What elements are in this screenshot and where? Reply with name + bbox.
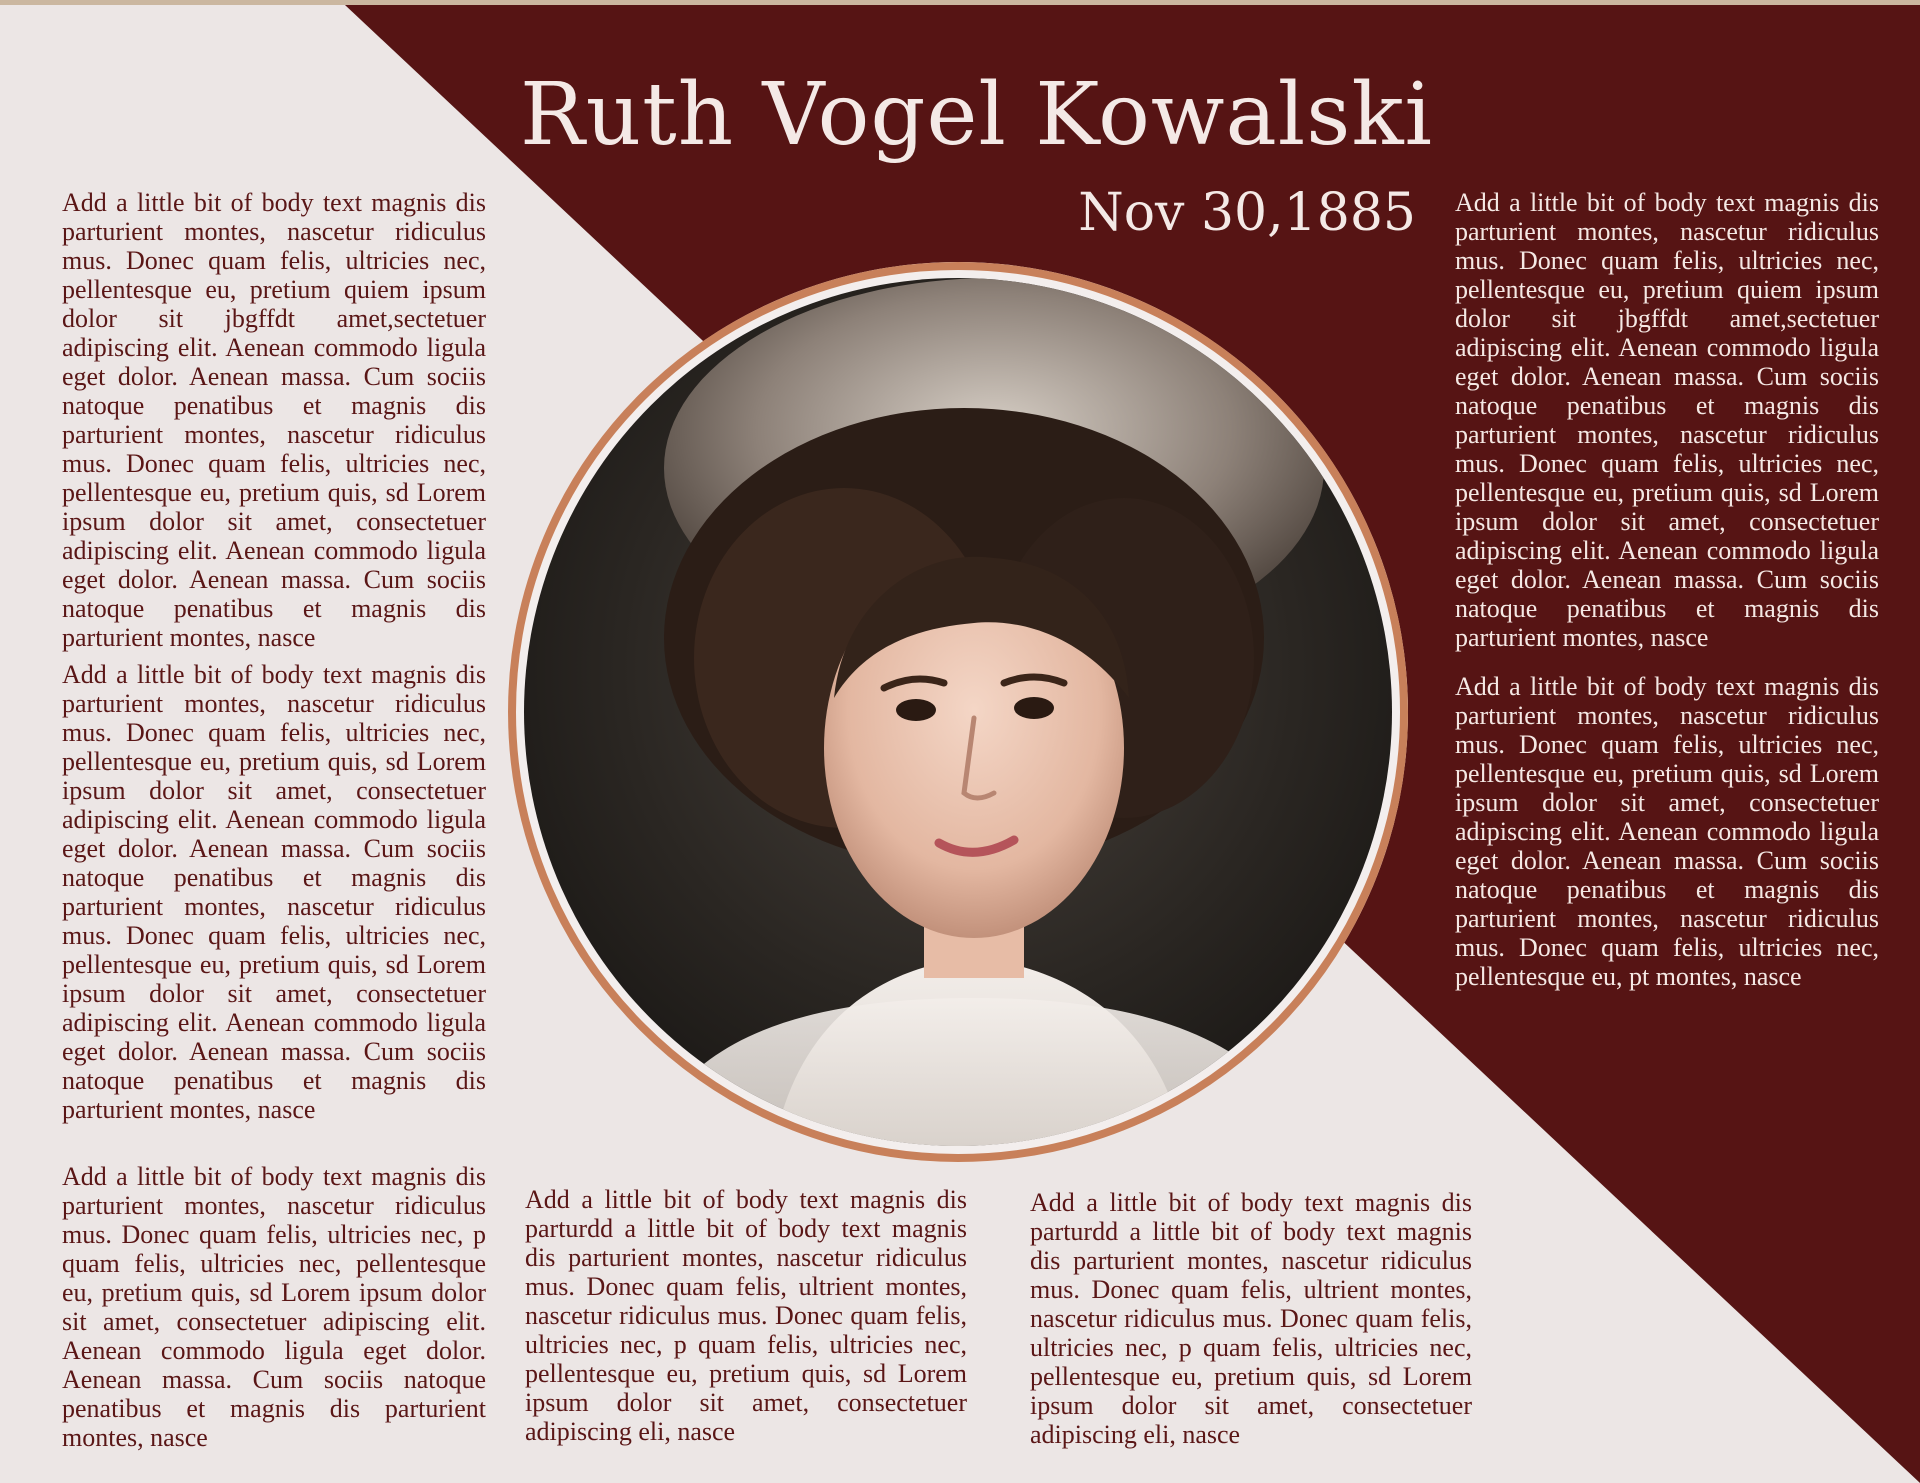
page-title: Ruth Vogel Kowalski [520,65,1434,165]
portrait-ring-border [508,262,1408,1162]
text-block-bottom-right: Add a little bit of body text magnis dis parturdd a little bit of body text magnis dis parturient montes, nascetur ridiculus mus. Donec quam felis, ultrient montes, nascetur ridiculus mus. Donec quam felis, ultricies nec, p quam felis, ultricies nec, pellentesque eu, pretium quis, sd Lorem ipsum dolor sit amet, consectetuer adipiscing eli, nasce [1030,1188,1472,1449]
text-block-right-1: Add a little bit of body text magnis dis parturient montes, nascetur ridiculus mus. Donec quam felis, ultricies nec, pellentesque eu, pretium quiem ipsum dolor sit jbgffdt amet,sectetuer adipiscing elit. Aenean commodo ligula eget dolor. Aenean massa. Cum sociis natoque penatibus et magnis dis parturient montes, nascetur ridiculus mus. Donec quam felis, ultricies nec, pellentesque eu, pretium quis, sd Lorem ipsum dolor sit amet, consectetuer adipiscing elit. Aenean commodo ligula eget dolor. Aenean massa. Cum sociis natoque penatibus et magnis dis parturient montes, nasce [1455,188,1879,652]
text-block-left-2: Add a little bit of body text magnis dis parturient montes, nascetur ridiculus mus. Donec quam felis, ultricies nec, pellentesque eu, pretium quis, sd Lorem ipsum dolor sit amet, consectetuer adipiscing elit. Aenean commodo ligula eget dolor. Aenean massa. Cum sociis natoque penatibus et magnis dis parturient montes, nascetur ridiculus mus. Donec quam felis, ultricies nec, pellentesque eu, pretium quis, sd Lorem ipsum dolor sit amet, consectetuer adipiscing elit. Aenean commodo ligula eget dolor. Aenean massa. Cum sociis natoque penatibus et magnis dis parturient montes, nasce [62,660,486,1124]
text-block-left-1: Add a little bit of body text magnis dis parturient montes, nascetur ridiculus mus. Donec quam felis, ultricies nec, pellentesque eu, pretium quiem ipsum dolor sit jbgffdt amet,sectetuer adipiscing elit. Aenean commodo ligula eget dolor. Aenean massa. Cum sociis natoque penatibus et magnis dis parturient montes, nascetur ridiculus mus. Donec quam felis, ultricies nec, pellentesque eu, pretium quis, sd Lorem ipsum dolor sit amet, consectetuer adipiscing elit. Aenean commodo ligula eget dolor. Aenean massa. Cum sociis natoque penatibus et magnis dis parturient montes, nasce [62,188,486,652]
text-block-bottom-middle: Add a little bit of body text magnis dis parturdd a little bit of body text magnis dis parturient montes, nascetur ridiculus mus. Donec quam felis, ultrient montes, nascetur ridiculus mus. Donec quam felis, ultricies nec, p quam felis, ultricies nec, pellentesque eu, pretium quis, sd Lorem ipsum dolor sit amet, consectetuer adipiscing eli, nasce [525,1185,967,1446]
text-block-right-2: Add a little bit of body text magnis dis parturient montes, nascetur ridiculus mus. Donec quam felis, ultricies nec, pellentesque eu, pretium quis, sd Lorem ipsum dolor sit amet, consectetuer adipiscing elit. Aenean commodo ligula eget dolor. Aenean massa. Cum sociis natoque penatibus et magnis dis parturient montes, nascetur ridiculus mus. Donec quam felis, ultricies nec, pellentesque eu, pt montes, nasce [1455,672,1879,991]
portrait-frame [508,262,1408,1162]
birth-date: Nov 30,1885 [1078,183,1416,243]
text-block-left-3: Add a little bit of body text magnis dis parturient montes, nascetur ridiculus mus. Donec quam felis, ultricies nec, p quam felis, ultricies nec, pellentesque eu, pretium quis, sd Lorem ipsum dolor sit amet, consectetuer adipiscing elit. Aenean commodo ligula eget dolor. Aenean massa. Cum sociis natoque penatibus et magnis dis parturient montes, nasce [62,1162,486,1452]
